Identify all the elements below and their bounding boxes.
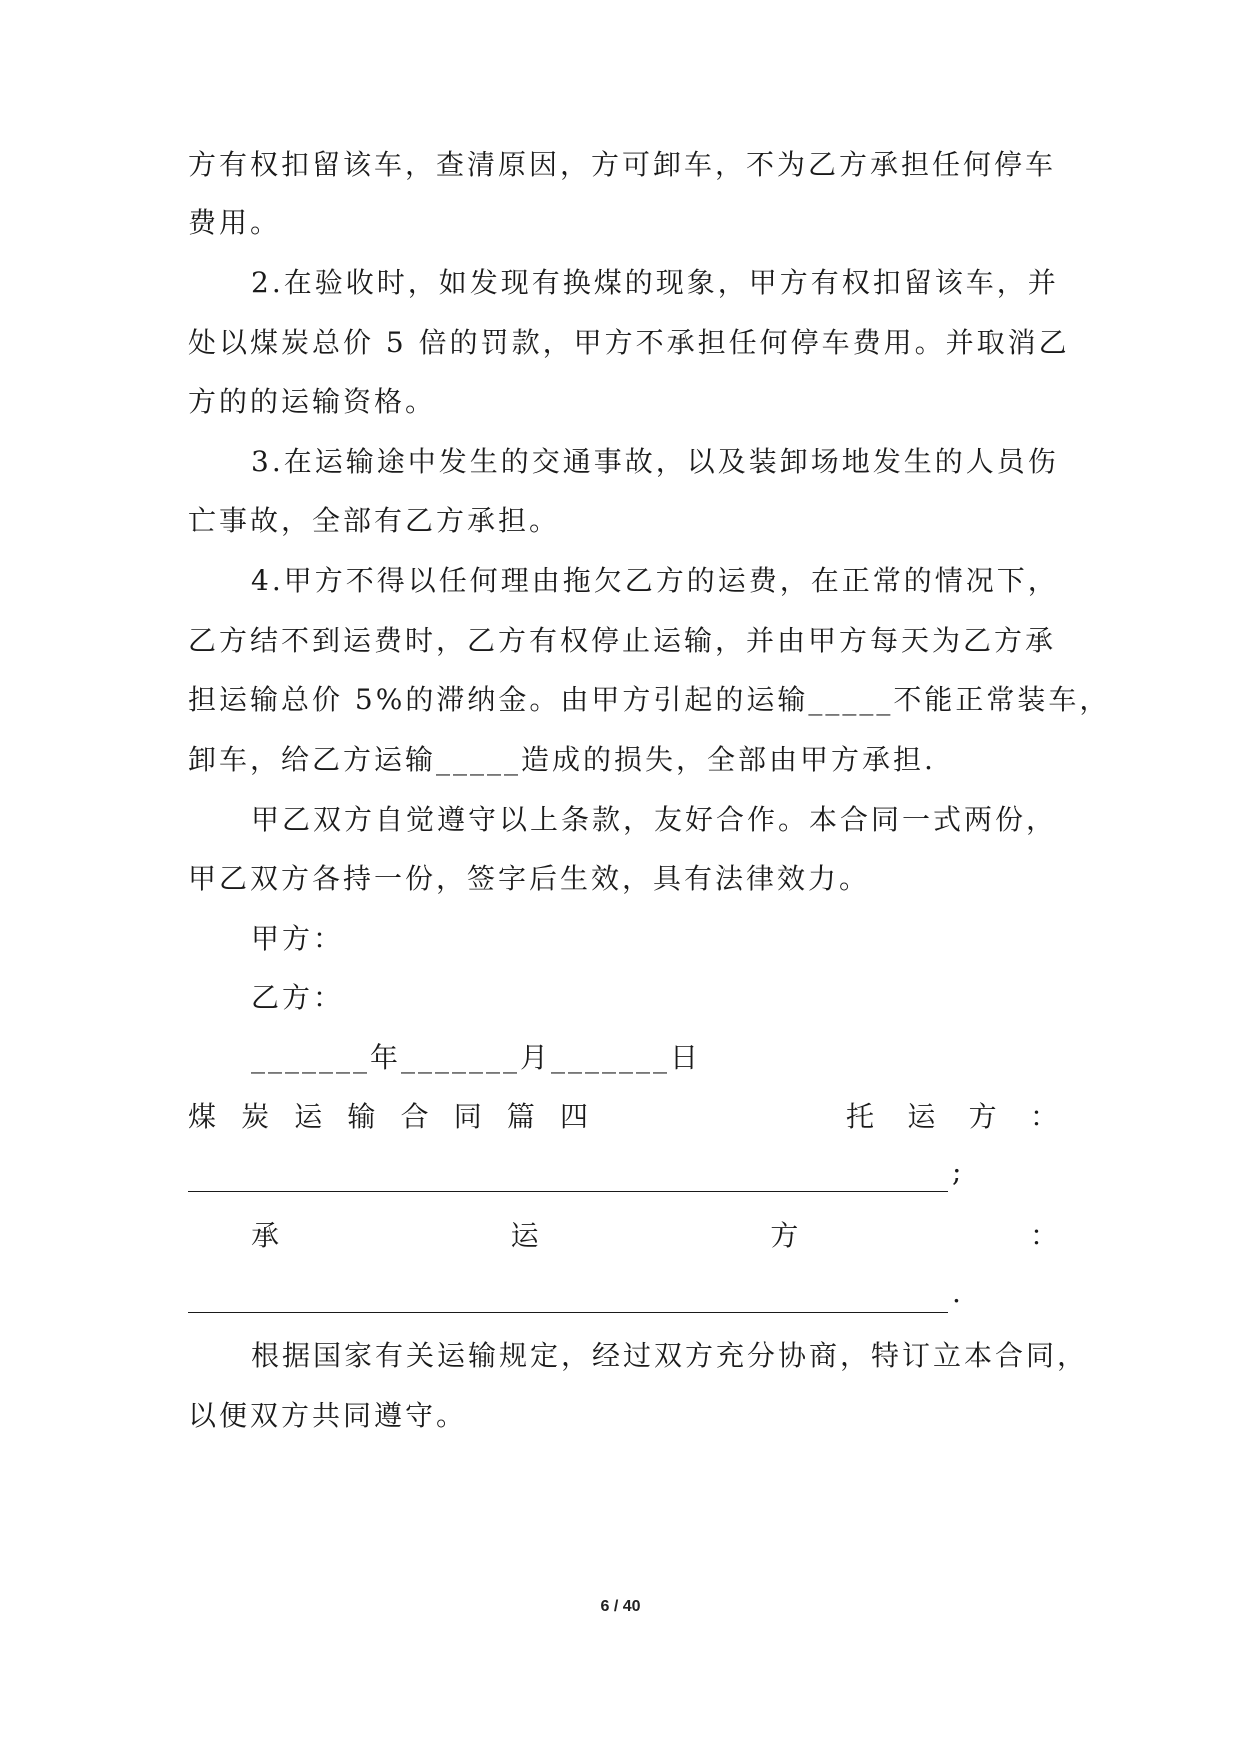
shipper-label: 托 运 方 ：	[846, 1100, 1058, 1133]
carrier-blank-line: .	[188, 1273, 961, 1313]
party-b-label: 乙方：	[251, 981, 345, 1014]
closing-line: 以便双方共同遵守。	[188, 1399, 468, 1432]
clause-3-line: 3.在运输途中发生的交通事故，以及装卸场地发生的人员伤	[251, 445, 1059, 478]
blank-rule	[188, 1163, 948, 1192]
text-line: 亡事故，全部有乙方承担。	[188, 504, 561, 537]
text-line: 担运输总价 5%的滞纳金。由甲方引起的运输_____不能正常装车，	[188, 683, 1111, 716]
text-line: 方有权扣留该车，查清原因，方可卸车，不为乙方承担任何停车	[188, 148, 1057, 181]
text-line: 处以煤炭总价 5 倍的罚款，甲方不承担任何停车费用。并取消乙	[188, 326, 1070, 359]
section-title: 煤 炭 运 输 合 同 篇 四	[188, 1100, 588, 1133]
party-a-label: 甲方：	[251, 922, 345, 955]
text-line: 费用。	[188, 206, 282, 239]
date-line: _______年_______月_______日	[251, 1041, 702, 1074]
blank-rule	[188, 1284, 948, 1313]
carrier-label-row: 承 运 方 ：	[251, 1219, 1058, 1252]
shipper-blank-line: ;	[188, 1152, 961, 1192]
text-line: 甲乙双方各持一份，签字后生效，具有法律效力。	[188, 862, 871, 895]
agreement-line: 甲乙双方自觉遵守以上条款，友好合作。本合同一式两份，	[251, 803, 1058, 836]
clause-4-line: 4.甲方不得以任何理由拖欠乙方的运费，在正常的情况下，	[251, 564, 1059, 597]
page-number: 6 / 40	[600, 1598, 641, 1615]
text-line: 方的的运输资格。	[188, 385, 437, 418]
closing-line: 根据国家有关运输规定，经过双方充分协商，特订立本合同，	[251, 1339, 1089, 1372]
clause-2-line: 2.在验收时，如发现有换煤的现象，甲方有权扣留该车，并	[251, 266, 1059, 299]
text-line: 卸车，给乙方运输_____造成的损失，全部由甲方承担.	[188, 743, 936, 776]
text-line: 乙方结不到运费时，乙方有权停止运输，并由甲方每天为乙方承	[188, 624, 1057, 657]
